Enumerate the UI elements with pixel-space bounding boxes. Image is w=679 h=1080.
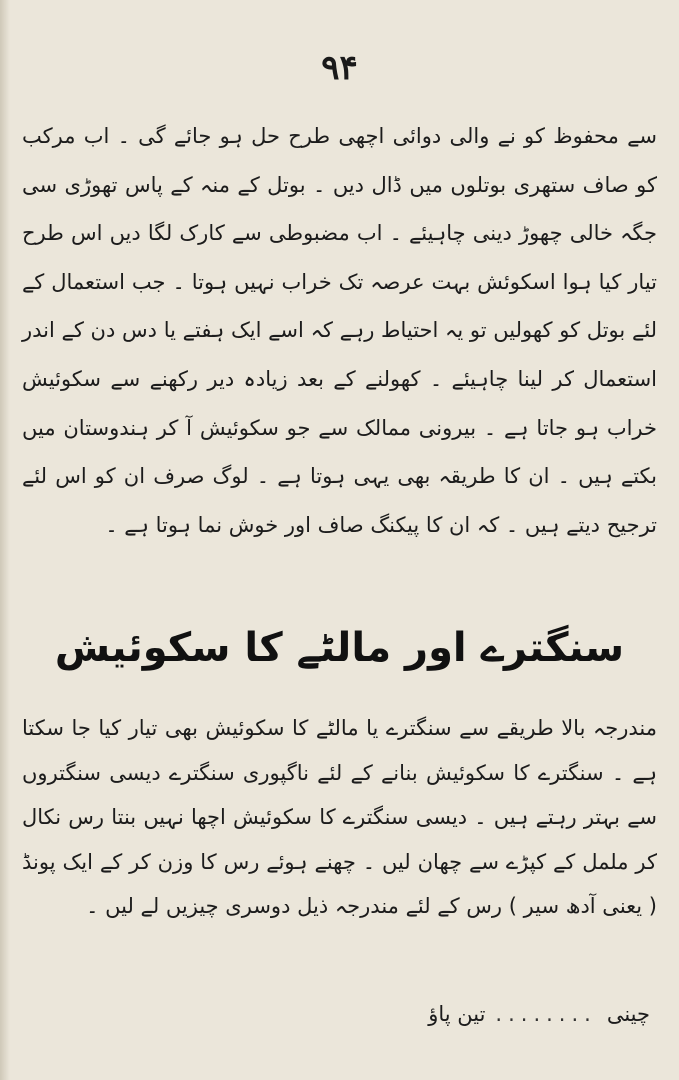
ingredient-quantity: تین پاؤ	[428, 1002, 486, 1026]
page-number: ۹۴	[321, 48, 358, 88]
paragraph-1: سے محفوظ کو نے والی دوائی اچھی طرح حل ہو جائے گی ۔ اب مرکب کو صاف ستھری بوتلوں میں ڈال دیں ۔ بوتل کے منہ کے پاس تھوڑی سی جگہ خالی چھوڑ دینی چاہیئے ۔ اب مضبوطی سے کارک لگا دیں اس طرح تیار کیا ہوا اسکوئش بہت عرصہ تک خراب نہیں ہوتا ۔ جب استعمال کے لئے بوتل کو کھولیں تو یہ احتیاط رہے کہ اسے ایک ہفتے یا دس دن کے اندر استعمال کر لینا چاہیئے ۔ کھولنے کے بعد زیادہ دیر رکھنے سے سکوئیش خراب ہو جاتا ہے ۔ بیرونی ممالک سے جو سکوئیش آ کر ہندوستان میں بکتے ہیں ۔ ان کا طریقہ بھی یہی ہوتا ہے ۔ لوگ صرف ان کو اس لئے ترجیح دیتے ہیں ۔ کہ ان کا پیکنگ صاف اور خوش نما ہوتا ہے ۔	[22, 124, 657, 537]
ingredient-line	[300, 1002, 650, 1026]
ingredient-name: چینی	[606, 1002, 650, 1026]
leader-dots: ........	[495, 1002, 597, 1026]
paragraph-2: مندرجہ بالا طریقے سے سنگترے یا مالٹے کا سکوئیش بھی تیار کیا جا سکتا ہے ۔ سنگترے کا سکوئیش بنانے کے لئے ناگپوری سنگترے دیسی سنگتروں سے بہتر رہتے ہیں ۔ دیسی سنگترے کا سکوئیش اچھا نہیں بنتا رس نکال کر ململ کے کپڑے سے چھان لیں ۔ چھنے ہوئے رس کا وزن کر کے ایک پونڈ ( یعنی آدھ سیر ) رس کے لئے مندرجہ ذیل دوسری چیزیں لے لیں ۔	[22, 716, 657, 918]
section-heading: سنگترے اور مالٹے کا سکوئیش	[54, 625, 625, 671]
